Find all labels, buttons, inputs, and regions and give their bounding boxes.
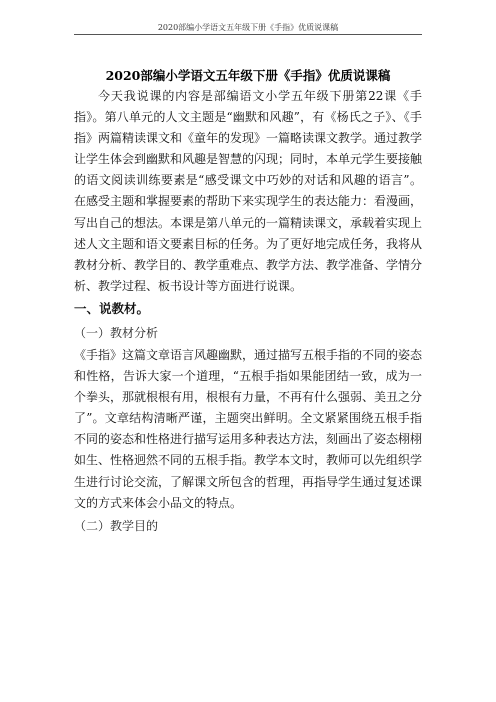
analysis-paragraph: 《手指》这篇文章语言风趣幽默，通过描写五根手指的不同的姿态和性格，告诉大家一个道理，“五根手指如果能团结一致，成为一个拳头，那就根根有用，根根有力量，不再有什么强弱、美丑之分了”。文章结构清晰严谨，主题突出鲜明。全文紧紧围绕五根手指不同的姿态和性格进行描写运用多种表达方法，刻画出了姿态栩栩如生、性格迥然不同的五根手指。教学本文时，教师可以先组织学生进行讨论交流，了解课文所包含的哲理，再指导学生通过复述课文的方式来体会小品文的特点。 — [74, 347, 423, 510]
subheading-teaching-objectives: （二）教学目的 — [74, 518, 159, 533]
page-header: 2020部编小学语文五年级下册《手指》优质说课稿 — [157, 23, 339, 32]
document-title: 2020部编小学语文五年级下册《手指》优质说课稿 — [105, 68, 391, 83]
document-body — [74, 86, 422, 538]
section-heading-teaching-material: 一、说教材。 — [74, 300, 150, 316]
intro-paragraph: 今天我说课的内容是部编语文小学五年级下册第22课《手指》。第八单元的人文主题是“幽默和风趣”，有《杨氏之子》、《手指》两篇精读课文和《童年的发现》一篇略读课文教学。通过教学让学生体会到幽默和风趣是智慧的闪现；同时，本单元学生要接触的语文阅读训练要素是“感受课文中巧妙的对话和风趣的语言”。在感受主题和掌握要素的帮助下来实现学生的表达能力：看漫画，写出自己的想法。本课是第八单元的一篇精读课文，承载着实现上述人文主题和语文要素目标的任务。为了更好地完成任务，我将从教材分析、教学目的、教学重难点、教学方法、教学准备、学情分析、教学过程、板书设计等方面进行说课。 — [74, 89, 423, 293]
subheading-material-analysis: （一）教材分析 — [74, 325, 159, 340]
header-divider — [74, 34, 422, 35]
